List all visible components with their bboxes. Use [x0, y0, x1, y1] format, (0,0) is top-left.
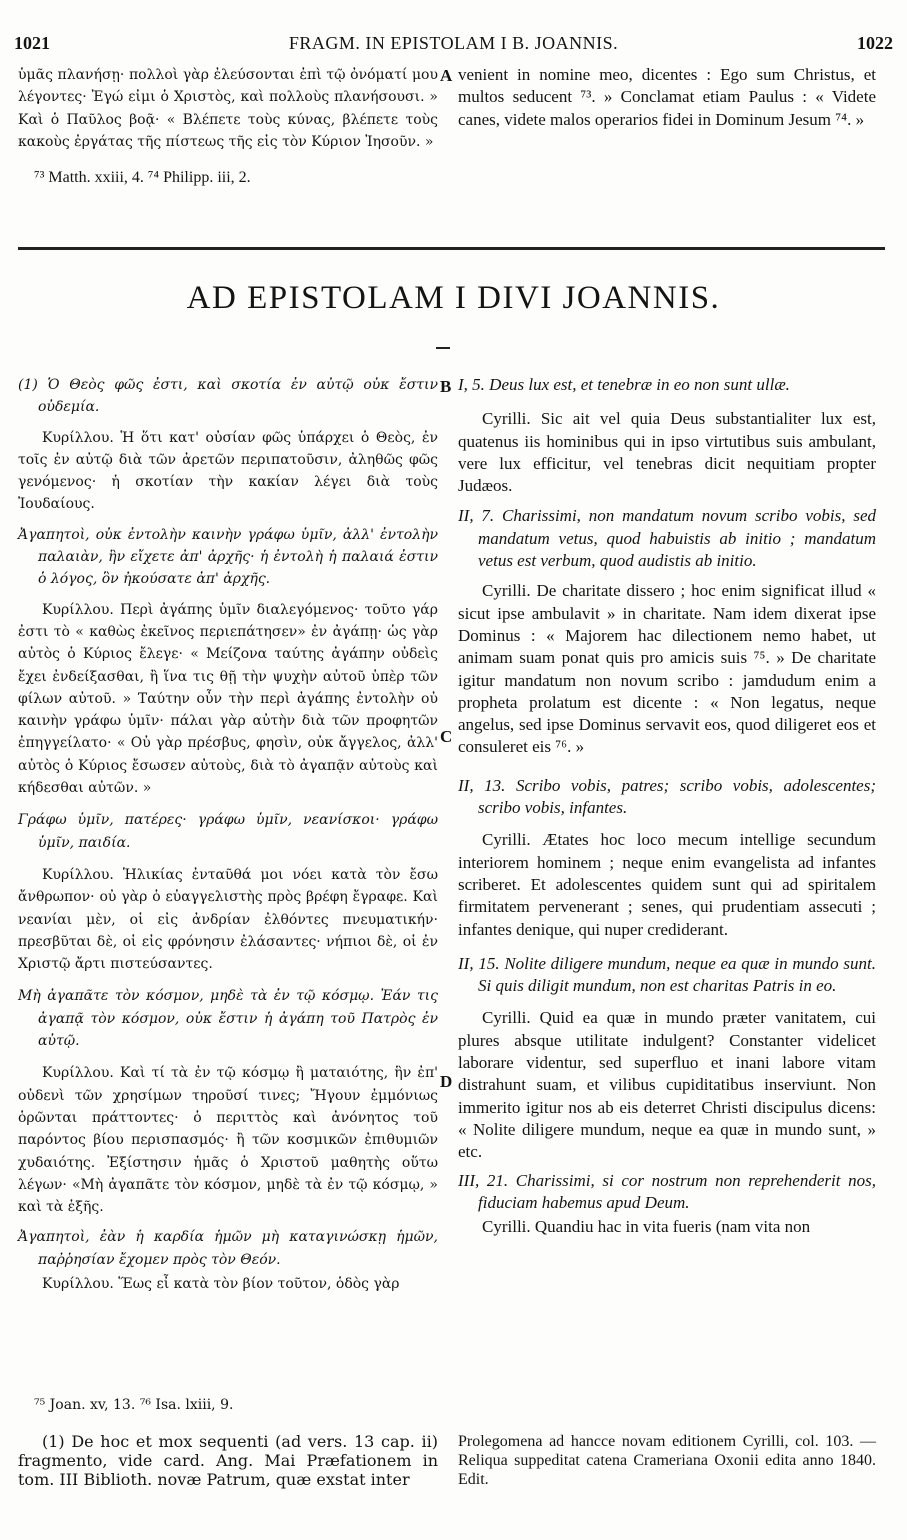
- margin-marker-b: B: [440, 377, 452, 396]
- top-greek-notes: ⁷³ Matth. xxiii, 4. ⁷⁴ Philipp. iii, 2.: [34, 169, 251, 187]
- page-number-right: 1022: [857, 33, 893, 53]
- greek-commentary-1: Κυρίλλου. Ἡ ὅτι κατ' οὐσίαν φῶς ὑπάρχει ὁ Θεὸς, ἐν τοῖς ἐν αὐτῷ διὰ τῶν ἀρετῶν περιπατοῦσιν, ἀληθῶς φῶς γενόμενος· ἡ σκοτίαν τὴν κακίαν λέγει διὰ τοὺς Ἰουδαίους.: [18, 429, 438, 513]
- greek-lemma-4: Μὴ ἀγαπᾶτε τὸν κόσμον, μηδὲ τὰ ἐν τῷ κόσμῳ. Ἐάν τις ἀγαπᾷ τὸν κόσμον, οὐκ ἔστιν ἡ ἀγάπη τοῦ Πατρὸς ἐν αὐτῷ.: [18, 988, 438, 1050]
- greek-commentary-5: Κυρίλλου. Ἕως εἶ κατὰ τὸν βίον τοῦτον, ὁδὸς γὰρ: [42, 1275, 400, 1292]
- latin-lemma-1: I, 5. Deus lux est, et tenebræ in eo non sunt ullæ.: [458, 375, 790, 394]
- top-greek-text: ὑμᾶς πλανήσῃ· πολλοὶ γὰρ ἐλεύσονται ἐπὶ τῷ ὀνόματί μου λέγοντες· Ἐγώ εἰμι ὁ Χριστὸς, καὶ πολλοὺς πλανήσουσι. » Καὶ ὁ Παῦλος βοᾷ· « Βλέπετε τοὺς κύνας, βλέπετε τοὺς κακοὺς ἐργάτας τῆς πίστεως τῆς εἰς τὸν Κύριον Ἰησοῦν. »: [18, 67, 438, 150]
- footnote-left: [18, 1432, 438, 1489]
- latin-commentary-3: Cyrilli. Ætates hoc loco mecum intellige secundum interiorem hominem ; neque enim evangelista ad infantes scriberet. Et adolescentes quidem sunt qui ad spiritalem firmitatem pervenerant ; senes, qui prudentiam assecuti ; infantes denique, qui nuper crediderant.: [458, 830, 876, 939]
- latin-commentary-5: Cyrilli. Quandiu hac in vita fueris (nam vita non: [482, 1217, 811, 1237]
- greek-column: [18, 374, 438, 1295]
- running-title: FRAGM. IN EPISTOLAM I B. JOANNIS.: [288, 33, 619, 53]
- greek-lemma-2: Ἀγαπητοὶ, οὐκ ἐντολὴν καινὴν γράφω ὑμῖν, ἀλλ' ἐντολὴν παλαιὰν, ἣν εἴχετε ἀπ' ἀρχῆς· ἡ ἐντολὴ ἡ παλαιά ἐστιν ὁ λόγος, ὃν ἠκούσατε ἀπ' ἀρχῆς.: [18, 526, 438, 588]
- top-latin-column: [458, 64, 876, 131]
- latin-column: [458, 374, 876, 1238]
- margin-marker-a: A: [440, 66, 453, 85]
- footnote-right: [458, 1432, 876, 1489]
- running-head: [14, 33, 893, 55]
- latin-lemma-5: III, 21. Charissimi, si cor nostrum non reprehenderit nos, fiduciam habemus apud Deum.: [458, 1170, 876, 1212]
- latin-commentary-2: Cyrilli. De charitate dissero ; hoc enim significat illud « sicut ipse ambulavit » in charitate. Nam idem dixerat ipse Dominus : « Majorem hac dilectionem nemo habet, ut animam suam ponat quis pro amicis suis ⁷⁵. » De charitate igitur mandatum non novum scribo : jamdudum enim a propheta prolatum est dicente : « Non legatus, neque angelus, sed ipse Dominus servavit eos, quod diligeret eos et consuleret eis ⁷⁶. »: [458, 581, 876, 757]
- footnote-left-text: (1) De hoc et mox sequenti (ad vers. 13 cap. ii) fragmento, vide card. Ang. Mai Præfationem in tom. III Biblioth. novæ Patrum, quæ exstat inter: [18, 1432, 438, 1489]
- latin-lemma-4: II, 15. Nolite diligere mundum, neque ea quæ in mundo sunt. Si quis diligit mundum, non est charitas Patris in eo.: [458, 953, 876, 996]
- top-latin-text: venient in nomine meo, dicentes : Ego sum Christus, et multos seducent ⁷³. » Conclamat etiam Paulus : « Videte canes, videte malos operarios fidei in Dominum Jesum ⁷⁴. »: [458, 65, 876, 129]
- main-title: AD EPISTOLAM I DIVI JOANNIS.: [186, 280, 721, 316]
- greek-lemma-1: (1) Ὁ Θεὸς φῶς ἐστι, καὶ σκοτία ἐν αὐτῷ οὐκ ἔστιν οὐδεμία.: [18, 377, 438, 416]
- latin-lemma-2: II, 7. Charissimi, non mandatum novum scribo vobis, sed mandatum vetus, quod habuistis ab initio ; mandatum vetus est verbum, quod audistis ab initio.: [458, 506, 876, 571]
- greek-lemma-5: Ἀγαπητοὶ, ἐὰν ἡ καρδία ἡμῶν μὴ καταγινώσκῃ ἡμῶν, παῤῥησίαν ἔχομεν πρὸς τὸν Θεόν.: [18, 1229, 438, 1268]
- top-greek-column: [18, 64, 438, 189]
- footnote-right-text: Prolegomena ad hancce novam editionem Cyrilli, col. 103. — Reliqua suppeditat catena Crameriana Oxonii edita anno 1840. Edit.: [458, 1433, 876, 1488]
- greek-commentary-4: Κυρίλλου. Καὶ τί τὰ ἐν τῷ κόσμῳ ἢ ματαιότης, ἣν ἐπ' οὐδενὶ τῶν χρησίμων τηροῦσί τινες; Ἤγουν ἐμμόνιως ὁρῶνται πράττοντες· ὁ περιττὸς καὶ ἀνόνητος τοῦ παρόντος βίου περισπασμός· ἢ τῶν κοσμικῶν ἐπιθυμιῶν χυδαιότης. Ἐξίστησιν ἡμᾶς ὁ Χριστοῦ μαθητὴς οὕτω λέγων· «Μὴ ἀγαπᾶτε τὸν κόσμον, μηδὲ τὰ ἐν τῷ κόσμῳ, » καὶ τὰ ἑξῆς.: [18, 1065, 438, 1216]
- greek-lemma-3: Γράφω ὑμῖν, πατέρες· γράφω ὑμῖν, νεανίσκοι· γράφω ὑμῖν, παιδία.: [18, 812, 438, 851]
- margin-marker-c: C: [440, 727, 453, 746]
- latin-lemma-3: II, 13. Scribo vobis, patres; scribo vobis, adolescentes; scribo vobis, infantes.: [458, 775, 876, 818]
- title-ornament: [436, 347, 450, 349]
- margin-marker-d: D: [440, 1072, 453, 1091]
- page-number-left: 1021: [14, 33, 50, 53]
- greek-commentary-2: Κυρίλλου. Περὶ ἀγάπης ὑμῖν διαλεγόμενος· τοῦτο γάρ ἐστι τὸ « καθὼς ἐκεῖνος περιεπάτησεν» ἐν ἀγάπῃ· ὡς γὰρ αὐτὸς ὁ Κύριος ἔλεγε· « Μείζονα ταύτης ἀγάπην οὐδεὶς ἔχει ἐνδείξασθαι, ἢ ἵνα τις θῇ τὴν ψυχὴν αὐτοῦ ὑπὲρ τῶν φίλων αὐτοῦ. » Ταύτην οὖν τὴν περὶ ἀγάπης ἐντολὴν οὐ καινὴν γράφω ὑμῖν· πάλαι γὰρ αὐτὴν διὰ τῶν προφητῶν ἐπηγγείλατο· « Οὐ γὰρ πρέσβυς, φησὶν, οὐκ ἄγγελος, ἀλλ' αὐτὸς ὁ Κύριος ἔσωσεν αὐτοὺς, διὰ τὸ ἀγαπᾷν αὐτοὺς καὶ κήδεσθαι αὐτῶν. »: [18, 601, 438, 797]
- latin-commentary-4: Cyrilli. Quid ea quæ in mundo præter vanitatem, cui plures absque utilitate indulgent? Constanter videlicet laborare videntur, sed superfluo et inani labore vitam distrahunt suam, et vilibus cupiditatibus inserviunt. Non immerito igitur nos ab eis deterret Christi discipulus dicens: « Nolite diligere mundum, neque ea quæ in mundo sunt, » etc.: [458, 1008, 876, 1162]
- verse-notes: ⁷⁵ Joan. xv, 13. ⁷⁶ Isa. lxiii, 9.: [34, 1397, 234, 1413]
- greek-commentary-3: Κυρίλλου. Ἡλικίας ἐνταῦθά μοι νόει κατὰ τὸν ἔσω ἄνθρωπον· οὐ γὰρ ὁ εὐαγγελιστὴς πρὸς βρέφη ἔγραφε. Καὶ νεανίαι μὲν, οἱ εἰς ἀνδρίαν ἐλθόντες πνευματικήν· πρεσβῦται δὲ, οἱ εἰς φρόνησιν ἐλάσαντες· νήπιοι δὲ, οἱ ἐν Χριστῷ ἄρτι πιστεύσαντες.: [18, 866, 438, 973]
- latin-commentary-1: Cyrilli. Sic ait vel quia Deus substantialiter lux est, quatenus iis hominibus qui in ipso virtutibus suis ambulant, vere lux efficitur, vel tenebras dicit nequitiam propter Judæos.: [458, 409, 876, 496]
- section-divider: [18, 247, 885, 250]
